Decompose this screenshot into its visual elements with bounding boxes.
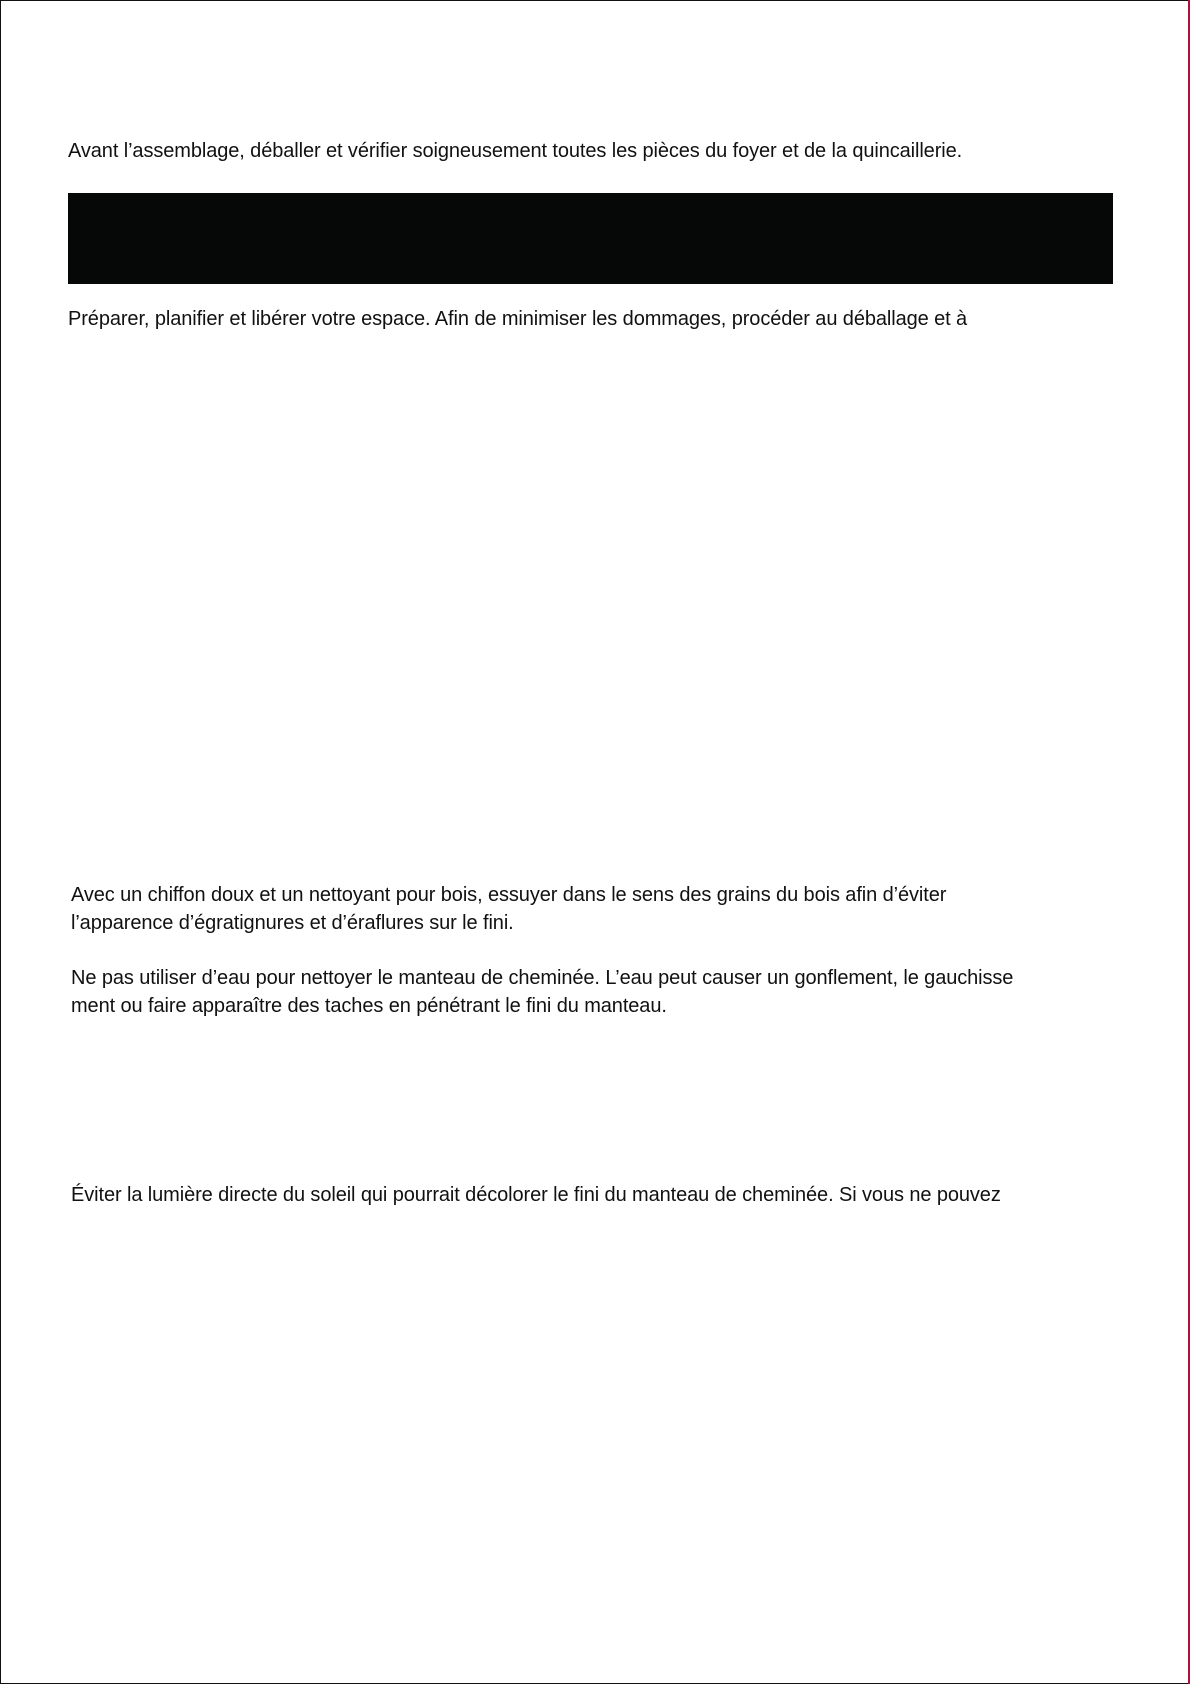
- intro-paragraph: Avant l’assemblage, déballer et vérifier soigneusement toutes les pièces du foyer et de la quincaillerie.: [68, 140, 963, 162]
- prepare-paragraph: Préparer, planifier et libérer votre espace. Afin de minimiser les dommages, procéder au déballage et à: [68, 308, 968, 330]
- sunlight-paragraph: Éviter la lumière directe du soleil qui pourrait décolorer le fini du manteau de cheminée. Si vous ne pouvez: [71, 1184, 1001, 1206]
- section-header-bar: [68, 193, 1113, 284]
- water-warning-line-1: Ne pas utiliser d’eau pour nettoyer le manteau de cheminée. L’eau peut causer un gonflement, le gauchisse: [71, 967, 1014, 989]
- cleaning-paragraph-line-1: Avec un chiffon doux et un nettoyant pour bois, essuyer dans le sens des grains du bois afin d’éviter: [71, 884, 947, 906]
- cleaning-paragraph-line-2: l’apparence d’égratignures et d’éraflures sur le fini.: [71, 912, 514, 934]
- water-warning-line-2: ment ou faire apparaître des taches en pénétrant le fini du manteau.: [71, 995, 667, 1017]
